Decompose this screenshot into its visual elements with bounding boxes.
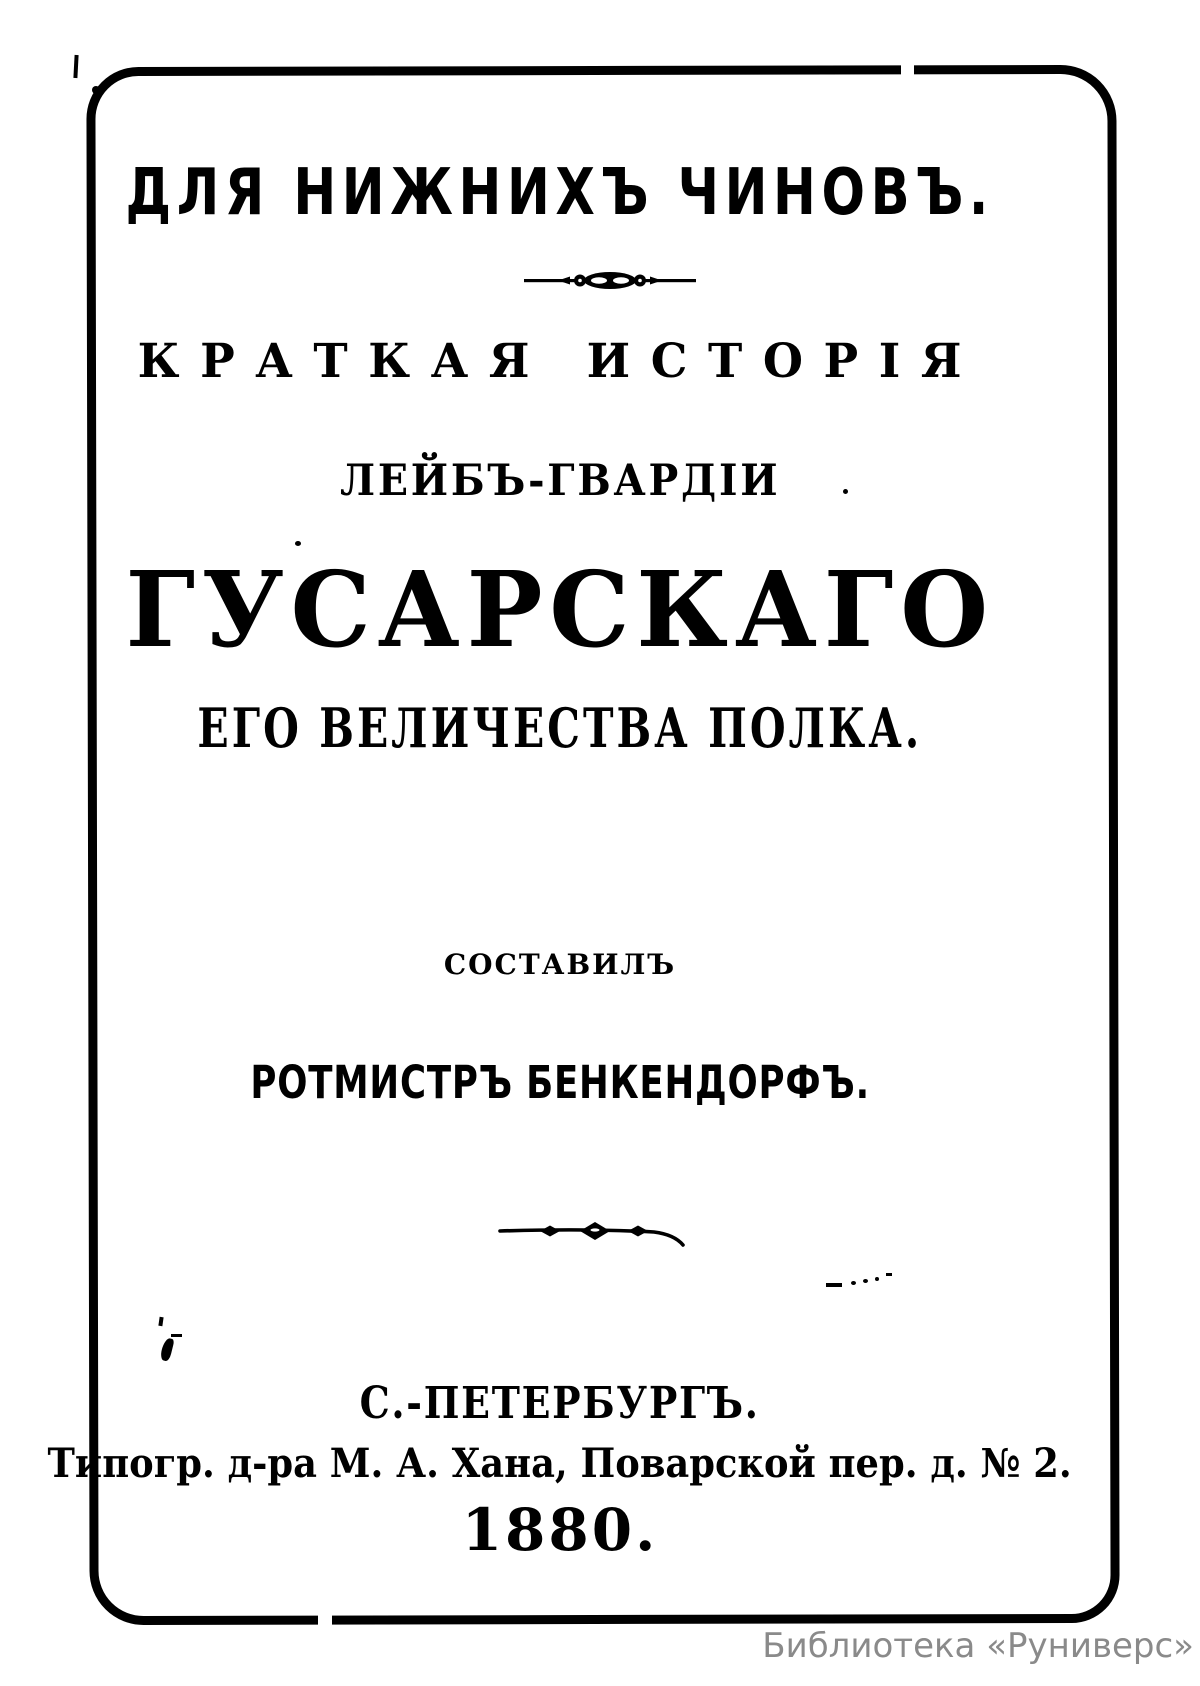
- imprint-publisher: [0, 1440, 1120, 1487]
- imprint-city-text: С.-ПЕТЕРБУРГЪ.: [359, 1378, 761, 1429]
- imprint-city: [0, 1378, 1120, 1429]
- scan-speck: [826, 1283, 842, 1287]
- compiled-by-label: [0, 948, 1120, 981]
- series-title-text: КРАТКАЯ ИСТОРІЯ: [137, 334, 983, 389]
- audience-header: [0, 156, 1120, 230]
- regiment-prefix-text: ЛЕЙБЪ-ГВАРДІИ: [339, 456, 781, 506]
- audience-header-text: ДЛЯ НИЖНИХЪ ЧИНОВЪ.: [125, 156, 995, 230]
- imprint-year: [0, 1496, 1120, 1564]
- scan-speck: [171, 1334, 182, 1337]
- braided-rule-divider-icon: [524, 268, 696, 294]
- regiment-suffix-text: ЕГО ВЕЛИЧЕСТВА ПОЛКА.: [197, 696, 923, 760]
- imprint-year-text: 1880.: [461, 1496, 659, 1564]
- regiment-prefix: [0, 456, 1120, 506]
- scan-speck: [295, 541, 301, 546]
- main-title: [0, 548, 1120, 671]
- imprint-publisher-text: Типогр. д-ра М. А. Хана, Поварской пер. д. № 2.: [47, 1440, 1073, 1487]
- scan-speck: [875, 1277, 879, 1281]
- scan-speck: [92, 86, 100, 94]
- regiment-suffix: [0, 696, 1120, 760]
- compiled-by-text: СОСТАВИЛЪ: [443, 948, 677, 981]
- frame-gap-bottom: [318, 1604, 332, 1628]
- scan-speck: [73, 55, 78, 78]
- frame-gap-top: [901, 64, 914, 84]
- scan-speck: [886, 1273, 892, 1276]
- main-title-text: ГУСАРСКАГО: [125, 548, 995, 671]
- scan-speck: [843, 489, 848, 494]
- diamond-rule-divider-icon: [498, 1222, 690, 1250]
- library-watermark: Библиотека «Руниверс»: [762, 1626, 1194, 1666]
- author-text: РОТМИСТРЪ БЕНКЕНДОРФЪ.: [250, 1056, 870, 1109]
- scan-speck: [863, 1279, 868, 1283]
- series-title: [0, 334, 1120, 389]
- author-line: [0, 1056, 1120, 1109]
- scan-speck: [851, 1281, 856, 1285]
